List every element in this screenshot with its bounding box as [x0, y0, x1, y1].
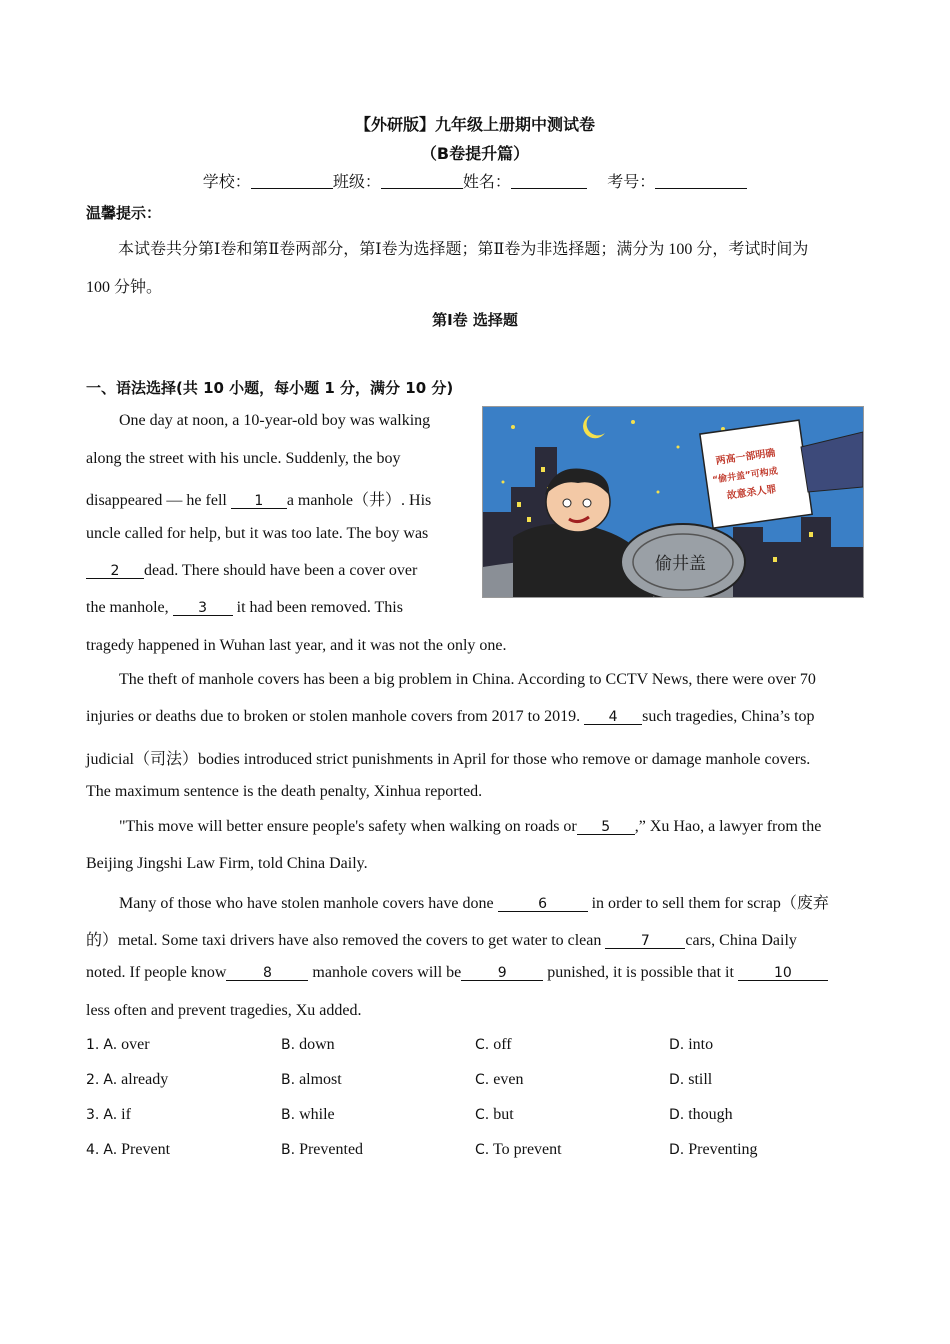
- passage-line: "This move will better ensure people's safety when walking on roads or 5 ,” Xu Hao, a lawyer from the: [119, 818, 822, 835]
- option-c[interactable]: C. even: [475, 1071, 524, 1088]
- section-title: 第Ⅰ卷 选择题: [432, 311, 518, 329]
- option-b[interactable]: B. while: [281, 1106, 335, 1123]
- option-a[interactable]: 2. A. already: [86, 1071, 169, 1088]
- part1-heading: 一、语法选择(共 10 小题，每小题 1 分，满分 10 分): [86, 379, 454, 397]
- notice-label: 温馨提示：: [86, 204, 162, 222]
- option-c[interactable]: C. but: [475, 1106, 514, 1123]
- passage-line: less often and prevent tragedies, Xu added.: [86, 1002, 362, 1019]
- paper-line-1: 两高一部明确: [715, 447, 777, 468]
- option-d[interactable]: D. though: [669, 1106, 733, 1123]
- passage-line: along the street with his uncle. Suddenly, the boy: [86, 450, 401, 467]
- passage-line: One day at noon, a 10-year-old boy was walking: [119, 412, 431, 429]
- class-label: 班级：: [332, 172, 381, 191]
- blank-6[interactable]: 6: [498, 897, 588, 912]
- blank-10[interactable]: 10: [738, 966, 828, 981]
- passage-line: the manhole, 3 it had been removed. This: [86, 599, 403, 616]
- passage-line: Beijing Jingshi Law Firm, told China Daily.: [86, 855, 368, 872]
- blank-4[interactable]: 4: [584, 710, 642, 725]
- blank-1[interactable]: 1: [231, 494, 287, 509]
- class-field[interactable]: [381, 174, 463, 189]
- passage-line: The maximum sentence is the death penalty, Xinhua reported.: [86, 783, 483, 800]
- option-b[interactable]: B. down: [281, 1036, 335, 1053]
- passage-line: The theft of manhole covers has been a big problem in China. According to CCTV News, there were over 70: [119, 671, 816, 688]
- option-c[interactable]: C. off: [475, 1036, 512, 1053]
- student-info-row: [0, 169, 950, 192]
- option-d[interactable]: D. Preventing: [669, 1141, 758, 1158]
- exam-no-label: 考号：: [607, 172, 656, 191]
- passage-line: noted. If people know 8 manhole covers will be 9 punished, it is possible that it 10: [86, 964, 828, 982]
- paper-line-3: 故意杀人罪: [726, 484, 778, 502]
- exam-subtitle: （B卷提升篇）: [420, 144, 530, 163]
- passage-line: 2 dead. There should have been a cover over: [86, 562, 417, 580]
- notice-line-2: 100 分钟。: [86, 279, 163, 296]
- exam-title: 【外研版】九年级上册期中测试卷: [354, 115, 595, 134]
- blank-2[interactable]: 2: [86, 564, 144, 579]
- name-field[interactable]: [511, 174, 587, 189]
- passage-line: judicial（司法）bodies introduced strict punishments in April for those who remove or damage manhole covers.: [86, 751, 811, 768]
- exam-no-field[interactable]: [655, 174, 747, 189]
- passage-line: uncle called for help, but it was too late. The boy was: [86, 525, 429, 542]
- option-b[interactable]: B. almost: [281, 1071, 342, 1088]
- blank-9[interactable]: 9: [461, 966, 543, 981]
- passage-line: Many of those who have stolen manhole covers have done 6 in order to sell them for scrap（废弃: [119, 895, 829, 912]
- cartoon-illustration: [483, 407, 863, 597]
- option-d[interactable]: D. still: [669, 1071, 713, 1088]
- passage-line: tragedy happened in Wuhan last year, and it was not the only one.: [86, 637, 507, 654]
- option-b[interactable]: B. Prevented: [281, 1141, 364, 1158]
- option-a[interactable]: 1. A. over: [86, 1036, 150, 1053]
- manhole-cartoon: [482, 406, 864, 598]
- option-a[interactable]: 3. A. if: [86, 1106, 131, 1123]
- passage-line: injuries or deaths due to broken or stolen manhole covers from 2017 to 2019. 4 such tragedies, China’s top: [86, 708, 815, 725]
- school-field[interactable]: [251, 174, 333, 189]
- passage-line: 的）metal. Some taxi drivers have also removed the covers to get water to clean 7 cars, China Daily: [86, 932, 797, 949]
- option-c[interactable]: C. To prevent: [475, 1141, 562, 1158]
- blank-8[interactable]: 8: [226, 966, 308, 981]
- passage-line: disappeared — he fell 1 a manhole（井）. His: [86, 492, 432, 509]
- blank-7[interactable]: 7: [605, 934, 685, 949]
- option-a[interactable]: 4. A. Prevent: [86, 1141, 171, 1158]
- blank-5[interactable]: 5: [577, 820, 635, 835]
- school-label: 学校：: [202, 172, 251, 191]
- paper-line-2: “偷井盖”可构成: [711, 466, 779, 486]
- cover-text: 偷井盖: [655, 554, 706, 574]
- blank-3[interactable]: 3: [173, 601, 233, 616]
- notice-line-1: 本试卷共分第Ⅰ卷和第Ⅱ卷两部分，第Ⅰ卷为选择题；第Ⅱ卷为非选择题；满分为 100 分，考试时间为: [118, 241, 809, 258]
- name-label: 姓名：: [462, 172, 511, 191]
- option-d[interactable]: D. into: [669, 1036, 714, 1053]
